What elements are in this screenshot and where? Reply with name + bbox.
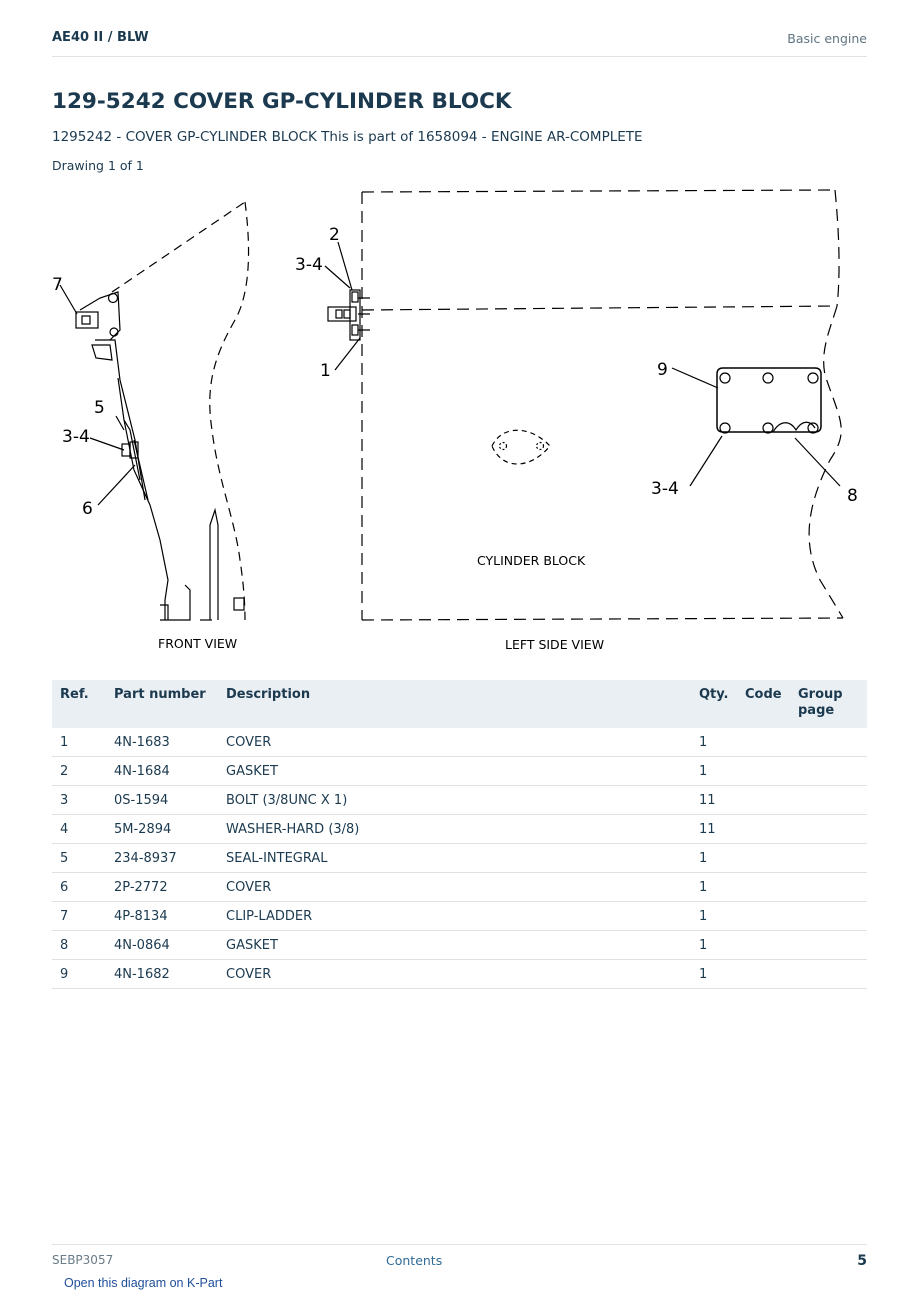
cell-description: COVER bbox=[218, 873, 691, 902]
cell-code bbox=[737, 931, 790, 960]
cell-ref: 4 bbox=[52, 815, 106, 844]
cell-ref: 7 bbox=[52, 902, 106, 931]
cell-qty: 1 bbox=[691, 931, 737, 960]
cell-qty: 1 bbox=[691, 728, 737, 757]
cell-qty: 11 bbox=[691, 815, 737, 844]
front-view-label: FRONT VIEW bbox=[158, 636, 238, 651]
callout-1: 1 bbox=[320, 361, 331, 381]
cell-ref: 2 bbox=[52, 757, 106, 786]
table-header-row bbox=[52, 680, 867, 728]
cell-description: SEAL-INTEGRAL bbox=[218, 844, 691, 873]
page-number: 5 bbox=[857, 1253, 867, 1269]
cell-part-number: 4P-8134 bbox=[106, 902, 218, 931]
model-breadcrumb: AE40 II / BLW bbox=[52, 30, 149, 45]
cell-qty: 1 bbox=[691, 960, 737, 989]
cell-qty: 1 bbox=[691, 757, 737, 786]
cell-code bbox=[737, 786, 790, 815]
table-row bbox=[52, 902, 867, 931]
cell-ref: 1 bbox=[52, 728, 106, 757]
cell-qty: 1 bbox=[691, 873, 737, 902]
callout-6: 6 bbox=[82, 499, 93, 519]
table-row bbox=[52, 931, 867, 960]
cell-qty: 1 bbox=[691, 844, 737, 873]
cell-ref: 3 bbox=[52, 786, 106, 815]
cell-description: WASHER-HARD (3/8) bbox=[218, 815, 691, 844]
table-row bbox=[52, 815, 867, 844]
cell-part-number: 5M-2894 bbox=[106, 815, 218, 844]
cell-group-page bbox=[790, 873, 867, 902]
cell-ref: 6 bbox=[52, 873, 106, 902]
callout-8: 8 bbox=[847, 486, 858, 506]
cell-part-number: 4N-1684 bbox=[106, 757, 218, 786]
cell-code bbox=[737, 960, 790, 989]
cell-group-page bbox=[790, 757, 867, 786]
cell-group-page bbox=[790, 786, 867, 815]
cell-group-page bbox=[790, 960, 867, 989]
cell-ref: 8 bbox=[52, 931, 106, 960]
page-header bbox=[52, 28, 867, 57]
cell-description: GASKET bbox=[218, 931, 691, 960]
parts-diagram bbox=[40, 180, 870, 660]
cell-code bbox=[737, 902, 790, 931]
cell-group-page bbox=[790, 902, 867, 931]
callout-3-4-cover: 3-4 bbox=[651, 479, 679, 499]
table-row bbox=[52, 960, 867, 989]
cell-qty: 11 bbox=[691, 786, 737, 815]
callout-3-4-side: 3-4 bbox=[295, 255, 323, 275]
cell-description: BOLT (3/8UNC X 1) bbox=[218, 786, 691, 815]
cell-description: COVER bbox=[218, 728, 691, 757]
cell-part-number: 4N-0864 bbox=[106, 931, 218, 960]
table-row bbox=[52, 728, 867, 757]
col-header-code: Code bbox=[737, 680, 790, 728]
col-header-group-page: Group page bbox=[790, 680, 867, 728]
cell-ref: 9 bbox=[52, 960, 106, 989]
footer-divider bbox=[52, 1244, 867, 1245]
cell-description: GASKET bbox=[218, 757, 691, 786]
page-title: 129-5242 COVER GP-CYLINDER BLOCK bbox=[52, 89, 512, 114]
table-row bbox=[52, 873, 867, 902]
cell-code bbox=[737, 873, 790, 902]
cell-group-page bbox=[790, 728, 867, 757]
cylinder-block-label: CYLINDER BLOCK bbox=[477, 553, 586, 568]
callout-3-4-front: 3-4 bbox=[62, 427, 90, 447]
cell-qty: 1 bbox=[691, 902, 737, 931]
callout-2: 2 bbox=[329, 225, 340, 245]
table-row bbox=[52, 786, 867, 815]
cell-description: COVER bbox=[218, 960, 691, 989]
parts-table bbox=[52, 680, 867, 989]
table-row bbox=[52, 844, 867, 873]
left-side-view-label: LEFT SIDE VIEW bbox=[505, 637, 605, 652]
open-in-kpart-link[interactable]: Open this diagram on K-Part bbox=[64, 1276, 223, 1290]
cell-part-number: 4N-1682 bbox=[106, 960, 218, 989]
col-header-part-number: Part number bbox=[106, 680, 218, 728]
section-name: Basic engine bbox=[787, 31, 867, 46]
cell-part-number: 0S-1594 bbox=[106, 786, 218, 815]
col-header-qty: Qty. bbox=[691, 680, 737, 728]
drawing-count: Drawing 1 of 1 bbox=[52, 158, 144, 173]
parts-diagram-drawing bbox=[40, 180, 870, 660]
contents-link[interactable]: Contents bbox=[386, 1253, 443, 1268]
col-header-ref: Ref. bbox=[52, 680, 106, 728]
cell-description: CLIP-LADDER bbox=[218, 902, 691, 931]
cell-group-page bbox=[790, 931, 867, 960]
cell-code bbox=[737, 757, 790, 786]
cell-code bbox=[737, 728, 790, 757]
cell-ref: 5 bbox=[52, 844, 106, 873]
cell-part-number: 234-8937 bbox=[106, 844, 218, 873]
callout-5: 5 bbox=[94, 398, 105, 418]
cell-group-page bbox=[790, 844, 867, 873]
col-header-description: Description bbox=[218, 680, 691, 728]
cell-group-page bbox=[790, 815, 867, 844]
callout-7: 7 bbox=[52, 275, 63, 295]
table-row bbox=[52, 757, 867, 786]
cell-code bbox=[737, 844, 790, 873]
cell-code bbox=[737, 815, 790, 844]
cell-part-number: 2P-2772 bbox=[106, 873, 218, 902]
callout-9: 9 bbox=[657, 360, 668, 380]
cell-part-number: 4N-1683 bbox=[106, 728, 218, 757]
page-subtitle: 1295242 - COVER GP-CYLINDER BLOCK This is part of 1658094 - ENGINE AR-COMPLETE bbox=[52, 129, 643, 145]
document-id: SEBP3057 bbox=[52, 1253, 114, 1267]
